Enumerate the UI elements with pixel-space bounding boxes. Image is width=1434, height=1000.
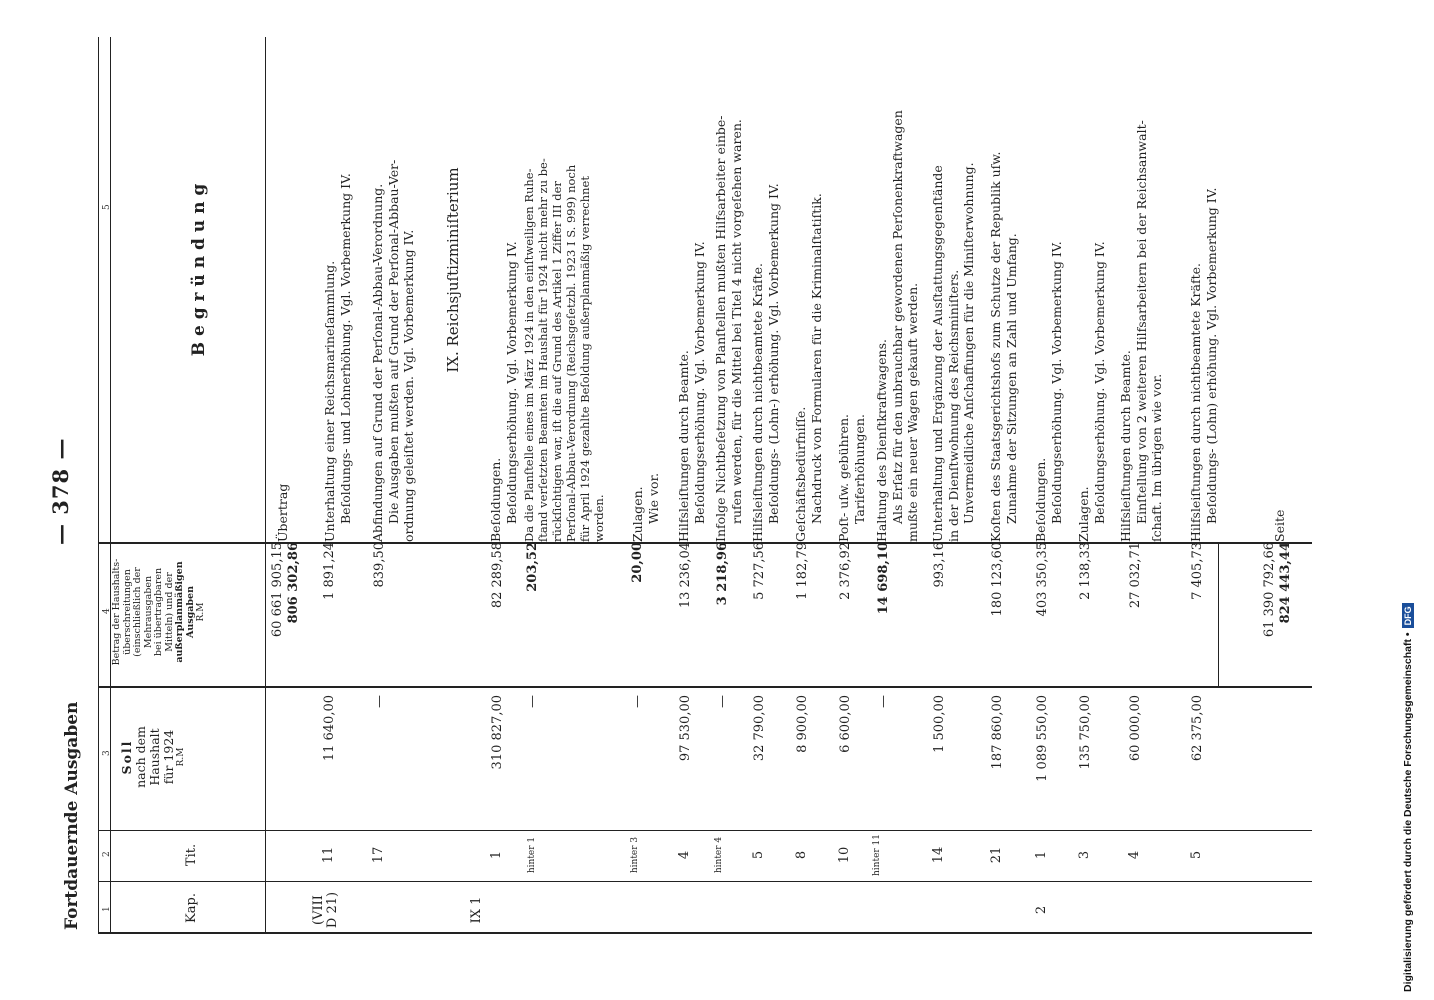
begruendung-text: Geſchäftsbedürfniſſe. Nachdruck von Formularen für die Kriminalſtatiſtik. [793, 193, 824, 542]
tit-cell: 11 [321, 846, 336, 864]
total-value-2: 824 443,44 [1278, 542, 1293, 624]
betrag-value: 1 891,24 [322, 542, 337, 600]
soll-value: 11 640,00 [322, 695, 337, 762]
betrag-value: 14 698,10 [876, 542, 891, 615]
tit-cell: 1 [1034, 850, 1049, 860]
begruendung-text: Beſoldungen. Beſoldungserhöhung. Vgl. Vorbemerkung IV. [1033, 241, 1064, 542]
tit-cell: 3 [1077, 850, 1092, 860]
betrag-value-2: 806 302,86 [286, 542, 301, 624]
begruendung-text: Haltung des Dienſtkraftwagens. Als Erſatz für den unbrauchbar gewordenen Perſonenkraftwagen mußte ein neuer Wagen gekauft werden. [874, 110, 920, 542]
begruendung-text: Hilfsleiſtungen durch nichtbeamtete Kräfte. Beſoldungs- (Lohn) erhöhung. Vgl. Vorbemerkung IV. [1188, 187, 1219, 542]
tit-cell: hinter 11 [872, 833, 882, 877]
betrag-value: 5 727,56 [752, 542, 767, 600]
betrag-value: 993,16 [932, 542, 947, 588]
betrag-value: 203,52 [525, 542, 540, 592]
begruendung-text: Hilfsleiſtungen durch Beamte. Einſtellung von 2 weiteren Hilfsarbeitern bei der Reichsanwalt- ſchaft. Im übrigen wie vor. [1118, 120, 1164, 542]
kap-cell: 2 [1034, 905, 1049, 915]
begruendung-text: Unterhaltung einer Reichsmarineſammlung. Beſoldungs- und Lohnerhöhung. Vgl. Vorbemerkung IV. [322, 173, 353, 542]
soll-value: 1 500,00 [932, 695, 947, 753]
begruendung-text: Zulagen. Beſoldungserhöhung. Vgl. Vorbemerkung IV. [1076, 241, 1107, 542]
tit-cell: hinter 4 [714, 836, 724, 874]
tit-cell: 4 [677, 850, 692, 860]
col-number-4: 4 [102, 608, 112, 614]
soll-value: 187 860,00 [990, 695, 1005, 770]
tit-cell: hinter 1 [527, 836, 537, 874]
tit-cell: 5 [1189, 850, 1204, 860]
soll-value: 1 089 550,00 [1035, 695, 1050, 782]
header-tit: Tit. [184, 843, 199, 867]
col-number-1: 1 [102, 906, 112, 912]
soll-value: 62 375,00 [1190, 695, 1205, 762]
tit-cell: 8 [794, 850, 809, 860]
begruendung-text: Da die Planſtelle eines im März 1924 in den einſtweiligen Ruhe- ſtand verſetzten Beamten im Haushalt für 1924 nicht mehr zu be- rückſichtigen war, iſt die auf Grund des Artikel 1 Ziffer III der Perſonal-Abbau-Verordnung (Reichsgeſetzbl. 1923 I S. 999) noch für April 1924 gezahlte Beſoldung außerplanmäßig verrechnet worden. [522, 158, 606, 542]
begruendung-text: Abfindungen auf Grund der Perſonal-Abbau-Verordnung. Die Ausgaben mußten auf Grund der Perſonal-Abbau-Ver- ordnung geleiſtet werden. Vgl. Vorbemerkung IV. [370, 159, 416, 542]
betrag-value: 2 376,92 [838, 542, 853, 600]
tit-cell: 5 [751, 850, 766, 860]
betrag-value: 403 350,35 [1035, 542, 1050, 617]
begruendung-text: Übertrag [275, 483, 290, 542]
tit-cell: 1 [489, 850, 504, 860]
col-number-3: 3 [102, 750, 112, 756]
betrag-value: 27 032,71 [1128, 542, 1143, 609]
header-betrag: Betrag der Haushalts- überschreitungen (einschließlich der Mehrausgaben bei übertragbaren Mitteln) und der außerplanmäßigen Ausgaben R.M [111, 558, 206, 666]
header-left-title: Fortdauernde Ausgaben [62, 701, 82, 930]
begruendung-text: Koſten des Staatsgerichtshofs zum Schutze der Republik uſw. Zunahme der Sitzungen an Zahl und Umfang. [988, 151, 1019, 542]
soll-value: — [876, 695, 891, 708]
begruendung-text: Infolge Nichtbeſetzung von Planſtellen mußten Hilfsarbeiter einbe- rufen werden, für die Mittel bei Titel 4 nicht vorgeſehen waren. [713, 115, 744, 542]
col-number-5: 5 [102, 204, 112, 210]
header-begruendung: B e g r ü n d u n g [189, 183, 209, 357]
total-value: 61 390 792,66 [1262, 542, 1277, 638]
tit-cell: 10 [837, 846, 852, 864]
soll-value: 6 600,00 [838, 695, 853, 753]
col-number-2: 2 [102, 851, 112, 857]
begruendung-text: Unterhaltung und Ergänzung der Ausſtattungsgegenſtände in der Dienſtwohnung des Reichsminiſters. Unvermeidliche Anſchaffungen für die Miniſterwohnung. [930, 162, 976, 542]
soll-value: 310 827,00 [490, 695, 505, 770]
soll-value: — [372, 695, 387, 708]
kap-cell: IX 1 [469, 896, 484, 924]
tit-cell: 17 [371, 846, 386, 864]
betrag-value: 20,00 [630, 542, 645, 583]
page-number: — 378 — [48, 437, 73, 545]
sidebar-credit [1402, 8, 1434, 998]
tit-cell: hinter 3 [630, 836, 640, 874]
section-heading: IX. Reichsjuſtizminiſterium [444, 167, 462, 373]
soll-value: 8 900,00 [795, 695, 810, 753]
credit-text: Digitalisierung gefördert durch die Deutsche Forschungsgemeinschaft • [1402, 632, 1414, 992]
begruendung-text: Hilfsleiſtungen durch nichtbeamtete Kräfte. Beſoldungs- (Lohn-) erhöhung. Vgl. Vorbemerkung IV. [750, 183, 781, 542]
betrag-value: 7 405,73 [1190, 542, 1205, 600]
soll-value: — [525, 695, 540, 708]
betrag-value: 13 236,04 [678, 542, 693, 609]
betrag-value: 2 138,33 [1078, 542, 1093, 600]
soll-value: — [630, 695, 645, 708]
soll-value: 32 790,00 [752, 695, 767, 762]
header-kap: Kap. [184, 893, 199, 923]
begruendung-text: Poſt- uſw. gebühren. Tariferhöhungen. [836, 413, 867, 542]
dfg-logo: DFG [1402, 603, 1414, 628]
totals-label: Seite [1272, 509, 1287, 542]
betrag-value: 839,50 [372, 542, 387, 588]
betrag-value: 3 218,96 [715, 542, 730, 606]
header-soll: Soll nach dem Haushalt für 1924 R.M [119, 726, 186, 788]
kap-cell: (VIII D 21) [311, 891, 340, 929]
betrag-value: 180 123,60 [990, 542, 1005, 617]
soll-value: — [715, 695, 730, 708]
soll-value: 135 750,00 [1078, 695, 1093, 770]
betrag-value: 1 182,79 [795, 542, 810, 600]
tit-cell: 21 [989, 846, 1004, 864]
begruendung-text: Beſoldungen. Beſoldungserhöhung. Vgl. Vorbemerkung IV. [488, 241, 519, 542]
soll-value: 60 000,00 [1128, 695, 1143, 762]
tit-cell: 4 [1127, 850, 1142, 860]
betrag-value: 82 289,58 [490, 542, 505, 609]
begruendung-text: Hilfsleiſtungen durch Beamte. Beſoldungserhöhung. Vgl. Vorbemerkung IV. [676, 241, 707, 542]
soll-value: 97 530,00 [678, 695, 693, 762]
betrag-value: 60 661 905,15 [270, 542, 285, 638]
tit-cell: 14 [931, 846, 946, 864]
begruendung-text: Zulagen. Wie vor. [630, 472, 661, 542]
